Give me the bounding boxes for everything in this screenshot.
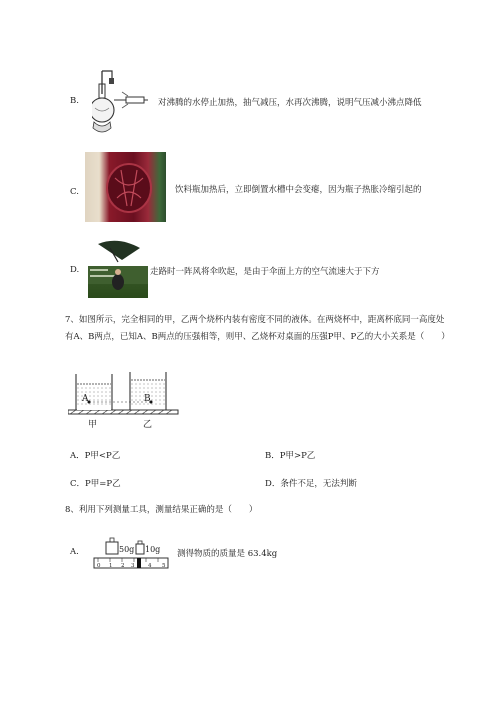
scale-tick-1: 1	[109, 563, 113, 569]
scale-tick-2: 2	[121, 563, 125, 569]
bottle-photo	[85, 152, 166, 222]
weight-50g-label: 50g	[119, 545, 135, 554]
question-7-stem-line1: 7、如图所示，完全相同的甲，乙两个烧杯内装有密度不同的液体。在两烧杯中，距离杯底同一高度处	[65, 315, 445, 325]
question-7-option-c: C．P甲=P乙	[70, 479, 121, 489]
point-b-label: B	[144, 394, 151, 404]
option-d-letter: D.	[70, 265, 80, 275]
option-c-text: 饮料瓶加热后，立即倒置水槽中会变瘪，因为瓶子热胀冷缩引起的	[175, 185, 422, 195]
question-7-stem	[65, 312, 485, 346]
option-c-letter: C.	[70, 187, 79, 197]
flask-apparatus-figure	[92, 68, 150, 136]
umbrella-photo	[88, 238, 148, 298]
option-d-text: 走路时一阵风将伞吹起，是由于伞面上方的空气流速大于下方	[150, 267, 380, 277]
question-7-option-b: B．P甲>P乙	[265, 451, 316, 461]
scale-tick-4: 4	[148, 563, 152, 569]
question-8-option-a-text: 测得物质的质量是 63.4kg	[177, 549, 278, 559]
scale-tick-0: 0	[97, 563, 101, 569]
option-b-letter: B.	[70, 96, 79, 106]
question-7-option-d: D．条件不足，无法判断	[265, 479, 357, 489]
beaker-yi-label: 乙	[143, 420, 153, 430]
question-7-option-a: A．P甲<P乙	[70, 451, 121, 461]
question-8-stem: 8、利用下列测量工具，测量结果正确的是（ ）	[65, 505, 258, 515]
beakers-figure	[68, 368, 193, 430]
question-7-stem-line2: 有A、B两点，已知A、B两点的压强相等，则甲、乙烧杯对桌面的压强P甲、P乙的大小关系是（ ）	[65, 332, 450, 342]
scale-tick-3: 3	[131, 563, 135, 569]
option-b-text: 对沸腾的水停止加热，抽气减压，水再次沸腾，说明气压减小沸点降低	[158, 98, 422, 108]
weight-10g-label: 10g	[145, 545, 161, 554]
balance-scale-figure	[92, 536, 172, 572]
beaker-jia-label: 甲	[88, 420, 98, 430]
question-8-option-a-letter: A.	[70, 547, 79, 557]
point-a-label: A	[82, 394, 89, 404]
scale-tick-5: 5	[162, 563, 166, 569]
